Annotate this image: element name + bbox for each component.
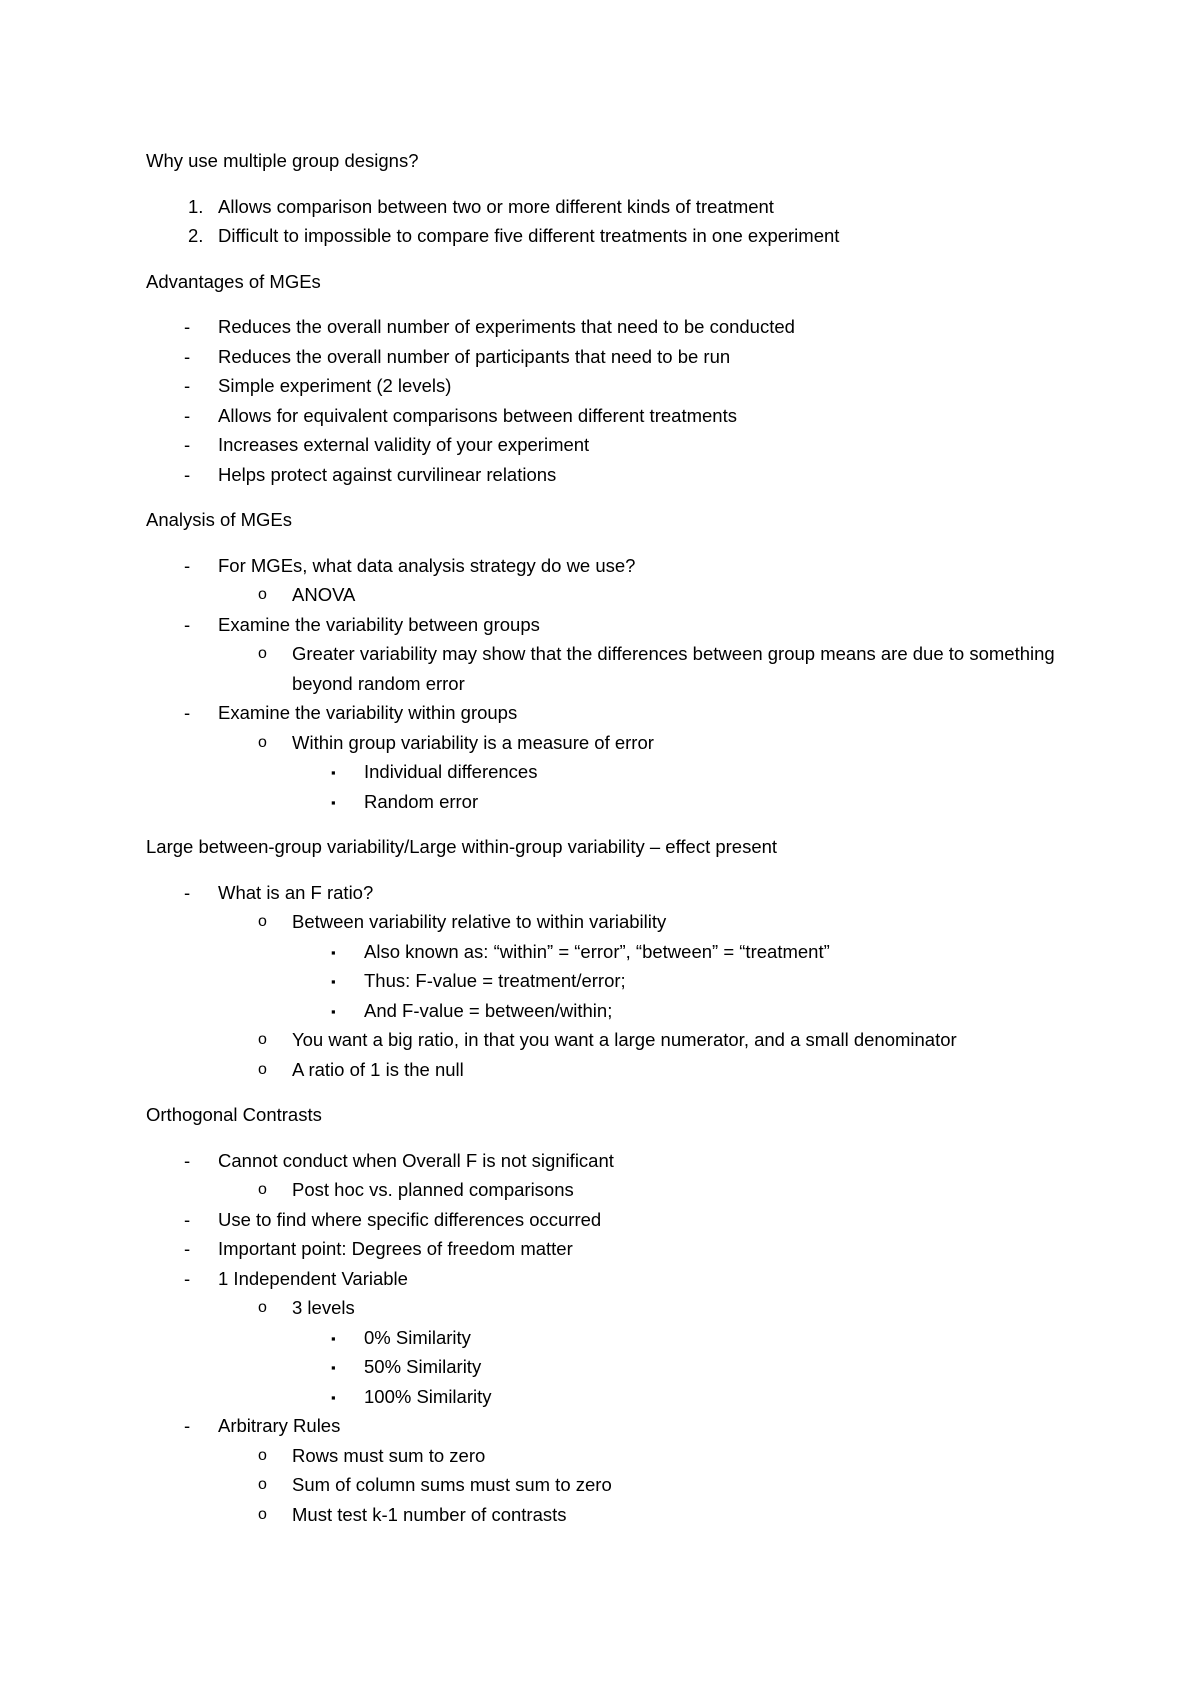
list-item [146, 1470, 1080, 1500]
square-bullet-icon: ▪ [331, 974, 336, 989]
bullet-marker: - [184, 463, 191, 485]
list-item [146, 757, 1080, 787]
list-item [146, 460, 1080, 490]
spacer [146, 1084, 1080, 1100]
list-item-text: A ratio of 1 is the null [292, 1058, 464, 1080]
bullet-marker: - [184, 613, 191, 635]
bullet-marker: o [258, 645, 267, 662]
list-item [146, 342, 1080, 372]
list-item [146, 1411, 1080, 1441]
list-item-text: Greater variability may show that the differences between group means are due to something beyond random error [292, 643, 1055, 694]
list-item-text: Thus: F-value = treatment/error; [364, 970, 626, 991]
list-item-text: Cannot conduct when Overall F is not significant [218, 1149, 614, 1171]
list-item [146, 192, 1080, 222]
spacer [146, 489, 1080, 505]
list-item [146, 1500, 1080, 1530]
list-item [146, 1146, 1080, 1176]
bullet-marker: o [258, 1181, 267, 1198]
square-bullet-icon: ▪ [331, 1330, 336, 1346]
list-item-text: Within group variability is a measure of error [292, 731, 654, 753]
bullet-marker: - [184, 1208, 191, 1230]
bullet-marker: o [258, 1060, 267, 1078]
square-bullet-icon: ▪ [331, 1360, 336, 1375]
list-item [146, 551, 1080, 581]
bullet-marker: - [184, 554, 191, 576]
list-item-text: What is an F ratio? [218, 881, 374, 903]
list-item [146, 1025, 1080, 1055]
bullet-marker: o [258, 913, 267, 930]
list-item-text: Arbitrary Rules [218, 1415, 341, 1436]
bullet-marker: - [184, 375, 191, 396]
list-item [146, 1293, 1080, 1323]
list-item-text: For MGEs, what data analysis strategy do we use? [218, 554, 636, 576]
bullet-marker: - [184, 1415, 191, 1436]
list-item [146, 1382, 1080, 1412]
section-heading: Why use multiple group designs? [146, 150, 419, 171]
spacer [146, 816, 1080, 832]
list-item-text: And F-value = between/within; [364, 999, 613, 1021]
list-item [146, 1441, 1080, 1471]
list-item-text: Use to find where specific differences occurred [218, 1208, 602, 1230]
list-item-text: Reduces the overall number of experiments that need to be conducted [218, 316, 795, 337]
list-item [146, 221, 1080, 251]
list-item-text: Must test k-1 number of contrasts [292, 1503, 567, 1525]
spacer [146, 862, 1080, 878]
list-item-text: Examine the variability between groups [218, 613, 540, 635]
list-item-text: Helps protect against curvilinear relations [218, 463, 557, 485]
square-bullet-icon: ▪ [331, 794, 336, 810]
section-heading: Analysis of MGEs [146, 509, 292, 530]
list-item-text: Important point: Degrees of freedom matter [218, 1238, 573, 1259]
spacer [146, 1529, 1080, 1545]
bullet-marker: - [184, 1149, 191, 1171]
list-item [146, 698, 1080, 728]
bullet-marker: o [258, 1299, 267, 1316]
bullet-marker: - [184, 404, 191, 426]
list-item [146, 787, 1080, 817]
bullet-marker: - [184, 345, 191, 367]
bullet-marker: o [258, 733, 267, 751]
list-item-text: Individual differences [364, 761, 538, 782]
list-item [146, 878, 1080, 908]
list-item-text: Examine the variability within groups [218, 702, 518, 723]
list-item-text: 50% Similarity [364, 1356, 482, 1377]
list-item [146, 430, 1080, 460]
bullet-marker: o [258, 586, 267, 603]
list-item [146, 312, 1080, 342]
list-item [146, 371, 1080, 401]
list-item-text: Allows comparison between two or more different kinds of treatment [218, 195, 774, 217]
bullet-marker: - [184, 316, 191, 337]
list-item-text: Allows for equivalent comparisons between different treatments [218, 404, 737, 426]
list-item [146, 1055, 1080, 1085]
section-heading: Orthogonal Contrasts [146, 1104, 322, 1125]
list-number: 2. [188, 225, 204, 246]
spacer [146, 176, 1080, 192]
bullet-marker: o [258, 1031, 267, 1048]
list-item [146, 401, 1080, 431]
list-item-text: 0% Similarity [364, 1326, 471, 1348]
list-item [146, 580, 1080, 610]
bullet-marker: - [184, 881, 191, 903]
list-item-text: Difficult to impossible to compare five different treatments in one experiment [218, 225, 840, 246]
bullet-marker: - [184, 434, 191, 455]
section-heading: Large between-group variability/Large within-group variability – effect present [146, 836, 778, 857]
list-item-text: Rows must sum to zero [292, 1444, 486, 1466]
square-bullet-icon: ▪ [331, 1389, 336, 1405]
bullet-marker: o [258, 1505, 267, 1523]
list-item [146, 639, 1080, 698]
list-item [146, 1323, 1080, 1353]
list-item [146, 1175, 1080, 1205]
section-heading: Advantages of MGEs [146, 270, 321, 292]
list-item [146, 966, 1080, 996]
list-item-text: 1 Independent Variable [218, 1267, 408, 1289]
bullet-marker: o [258, 1476, 267, 1493]
list-item-text: 100% Similarity [364, 1385, 492, 1407]
list-item-text: Between variability relative to within variability [292, 911, 667, 932]
spacer [146, 1130, 1080, 1146]
spacer [146, 296, 1080, 312]
spacer [146, 535, 1080, 551]
list-item [146, 1234, 1080, 1264]
list-item-text: You want a big ratio, in that you want a large numerator, and a small denominator [292, 1029, 957, 1050]
square-bullet-icon: ▪ [331, 765, 336, 780]
bullet-marker: - [184, 1267, 191, 1289]
bullet-marker: o [258, 1446, 267, 1464]
list-item-text: Also known as: “within” = “error”, “between” = “treatment” [364, 940, 830, 962]
spacer [146, 251, 1080, 267]
list-item [146, 907, 1080, 937]
list-item-text: Simple experiment (2 levels) [218, 375, 452, 396]
list-item-text: Increases external validity of your experiment [218, 434, 590, 455]
list-item-text: Post hoc vs. planned comparisons [292, 1179, 574, 1200]
square-bullet-icon: ▪ [331, 1003, 336, 1019]
list-item-text: Sum of column sums must sum to zero [292, 1474, 612, 1495]
list-number: 1. [188, 195, 204, 217]
list-item [146, 1205, 1080, 1235]
list-item [146, 728, 1080, 758]
list-item [146, 996, 1080, 1026]
list-item [146, 610, 1080, 640]
square-bullet-icon: ▪ [331, 944, 336, 960]
list-item [146, 1352, 1080, 1382]
list-item-text: Random error [364, 790, 479, 812]
list-item-text: 3 levels [292, 1297, 355, 1318]
list-item [146, 1264, 1080, 1294]
list-item-text: Reduces the overall number of participants that need to be run [218, 345, 731, 367]
list-item-text: ANOVA [292, 584, 356, 605]
list-item [146, 937, 1080, 967]
bullet-marker: - [184, 702, 191, 723]
bullet-marker: - [184, 1238, 191, 1259]
